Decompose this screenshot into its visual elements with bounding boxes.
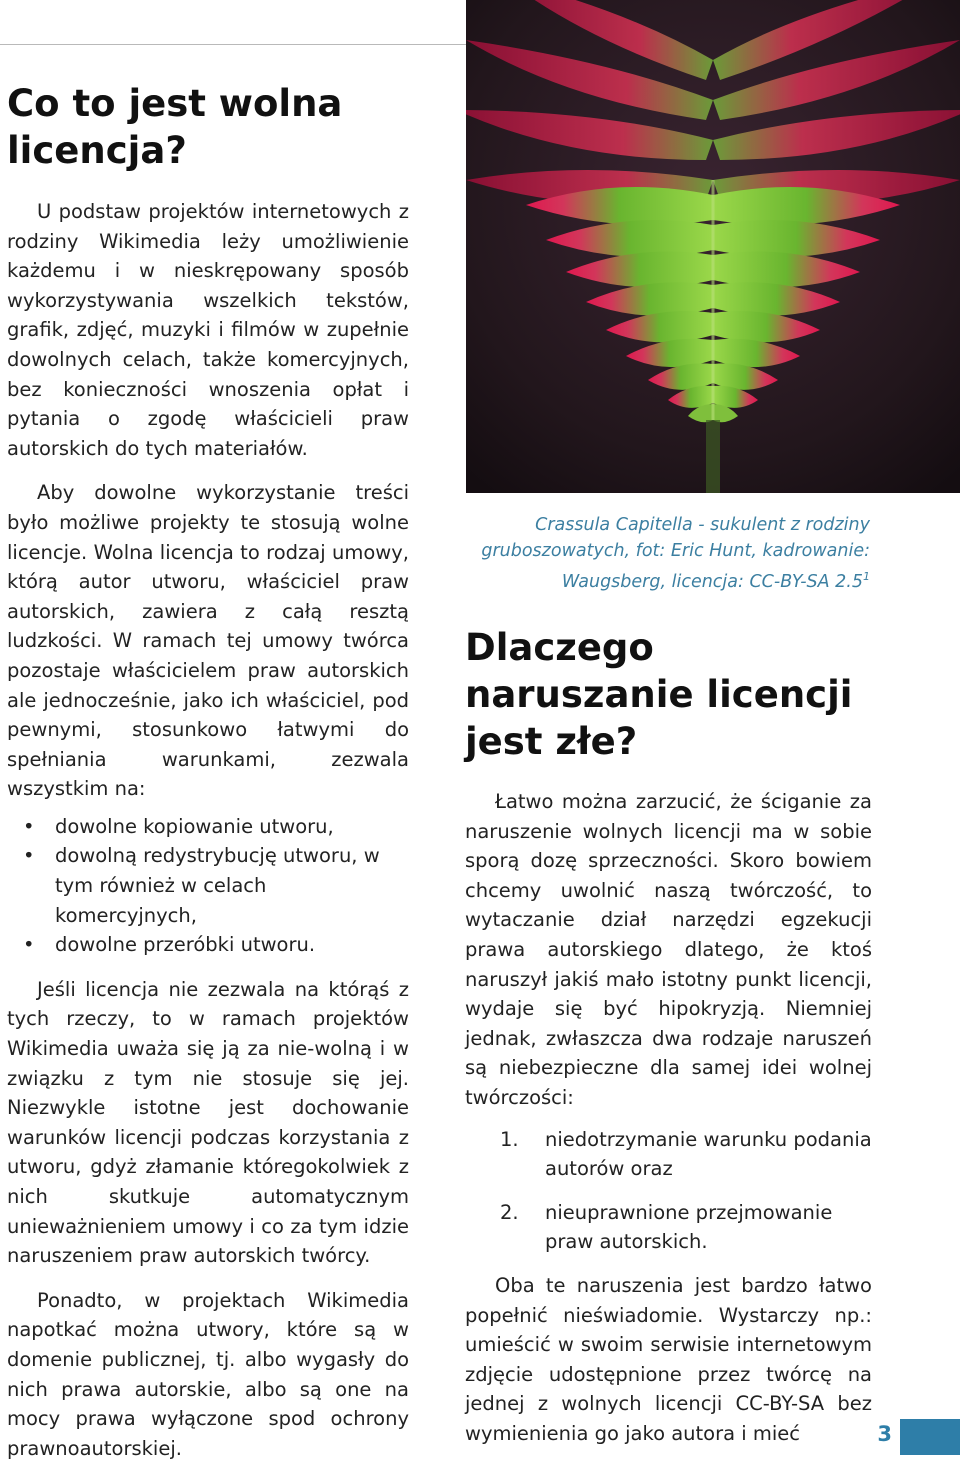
list-number: 2. bbox=[500, 1200, 519, 1224]
paragraph-non-free: Jeśli licencja nie zezwala na którąś z tych rzeczy, to w ramach projektów Wikimedia uważa się ją za nie-wolną i w związku z tym nie stosuje się jej. Niezwykle istotne jest dochowanie warunków licencji podczas korzystania z utworu, gdyż złamanie któregokolwiek z nich skutkuje automatycznym unieważnieniem umowy i co za tym idzie naruszeniem praw autorskich twórcy. bbox=[7, 977, 409, 1268]
list-item bbox=[465, 1125, 872, 1184]
photo-caption bbox=[470, 512, 870, 595]
list-item: • dowolne kopiowanie utworu, bbox=[7, 812, 409, 842]
caption-text: Crassula Capitella - sukulent z rodziny gruboszowatych, fot: Eric Hunt, kadrowanie: Waugsberg, licencja: CC-BY-SA 2.5 bbox=[481, 515, 870, 592]
paragraph-easy-violation: Oba te naruszenia jest bardzo łatwo popełnić nieświadomie. Wystarczy np.: umieścić w swoim serwisie internetowym zdjęcie udostępnione przez twórcę na jednej z wolnych licencji CC-BY-SA bez wymienienia go jako autora i mieć bbox=[465, 1273, 872, 1445]
paragraph-intro: U podstaw projektów internetowych z rodziny Wikimedia leży umożliwienie każdemu i w nieskrępowany sposób wykorzystywania wszelkich tekstów, grafik, zdjęć, muzyki i filmów w zupełnie dowolnych celach, także komercyjnych, bez konieczności wnoszenia opłat i pytania o zgodę właścicieli praw autorskich do tych materiałów. bbox=[7, 200, 409, 460]
paragraph-licence-definition: Aby dowolne wykorzystanie treści było możliwe projekty te stosują wolne licencje. Wolna licencja to rodzaj umowy, którą autor utworu, właściciel praw autorskich, zawiera z całą resztą ludzkości. W ramach tej umowy twórca pozostaje właścicielem praw autorskich ale jednocześnie, jako ich właściciel, pod pewnymi, stosunkowo łatwymi do spełniania warunkami, zezwala wszystkim na: bbox=[7, 481, 409, 801]
list-text: nieuprawnione przejmowanie praw autorskich. bbox=[545, 1200, 833, 1254]
plant-photo bbox=[466, 0, 960, 493]
left-column bbox=[7, 80, 409, 1463]
freedoms-list bbox=[7, 812, 409, 960]
caption-footnote: 1 bbox=[863, 570, 870, 583]
paragraph-public-domain: Ponadto, w projektach Wikimedia napotkać można utwory, które są w domenie publicznej, tj. albo wygasły do nich prawa autorskie, albo są one na mocy prawa wyłączone spod ochrony prawnoautorskiej. bbox=[7, 1288, 409, 1460]
section-title-right: Dlaczego naruszanie licencji jest złe? bbox=[465, 626, 853, 763]
crassula-plant-image bbox=[466, 0, 960, 493]
section-title-left: Co to jest wolna licencja? bbox=[7, 82, 343, 172]
header-rule bbox=[0, 44, 466, 45]
page-number: 3 bbox=[877, 1422, 892, 1446]
right-column bbox=[465, 624, 872, 1448]
list-number: 1. bbox=[500, 1127, 519, 1151]
paragraph-violations-intro: Łatwo można zarzucić, że ściganie za naruszenie wolnych licencji ma w sobie sporą dozę sprzeczności. Skoro bowiem chcemy uwolnić naszą twórczość, to wytaczanie dział narzędzi egzekucji prawa autorskiego dlatego, że ktoś naruszył jakiś mało istotny punkt licencji, wydaje się być hipokryzją. Niemniej jednak, zwłaszcza dwa rodzaje naruszeń są niebezpieczne dla samej idei wolnej twórczości: bbox=[465, 790, 872, 1109]
list-item: • dowolne przeróbki utworu. bbox=[7, 930, 409, 960]
list-text: niedotrzymanie warunku podania autorów oraz bbox=[545, 1127, 872, 1181]
list-item: • dowolną redystrybucję utworu, w tym również w celach komercyjnych, bbox=[7, 841, 409, 930]
violations-list bbox=[465, 1125, 872, 1257]
list-item bbox=[465, 1198, 872, 1257]
page-corner-bar bbox=[900, 1419, 960, 1455]
